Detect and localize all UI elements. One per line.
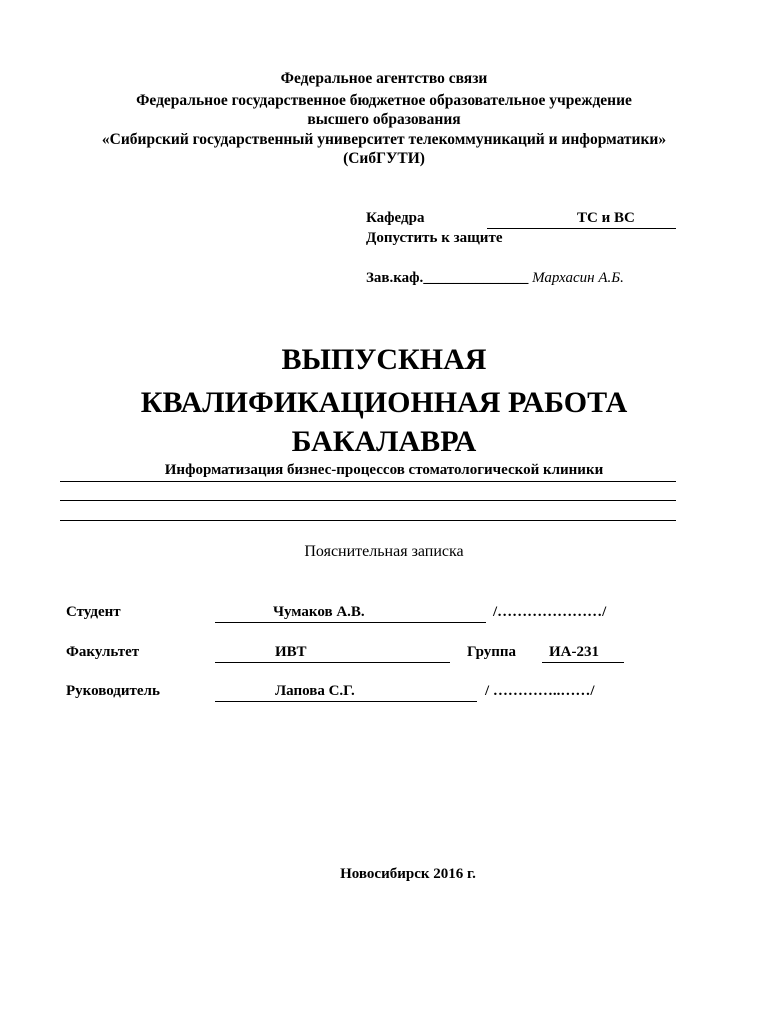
faculty-value: ИВТ [275,644,307,660]
dept-value: ТС и ВС [577,210,635,226]
head-name: Мархасин А.Б. [532,270,624,286]
dept-value-field [487,210,676,229]
document-subtitle: Пояснительная записка [304,543,464,560]
topic-underline-1 [60,481,676,482]
group-field [542,644,624,663]
student-signature: /…………………/ [493,604,607,620]
head-signature-line [366,270,624,287]
student-label: Студент [66,604,121,620]
topic-underline-2 [60,500,676,501]
education-level-line: высшего образования [307,111,461,128]
title-line-2: КВАЛИФИКАЦИОННАЯ РАБОТА [140,386,628,419]
group-label: Группа [467,644,517,660]
title-line-1: ВЫПУСКНАЯ [281,343,487,376]
head-label: Зав.каф. [366,270,424,286]
topic-underline-3 [60,520,676,521]
institution-type-line: Федеральное государственное бюджетное образовательное учреждение [136,92,632,109]
supervisor-signature: / …………..……/ [485,683,595,699]
student-field [215,604,486,623]
head-blank: ______________ [423,270,529,286]
title-line-3: БАКАЛАВРА [291,425,477,458]
university-name-line: «Сибирский государственный университет телекоммуникаций и информатики» [101,131,667,148]
group-value: ИА-231 [549,644,599,660]
student-value: Чумаков А.В. [273,604,365,620]
supervisor-value: Лапова С.Г. [275,683,355,699]
supervisor-field [215,683,477,702]
agency-line: Федеральное агентство связи [280,70,488,87]
dept-label: Кафедра [366,210,425,226]
city-year: Новосибирск 2016 г. [340,866,476,882]
admit-label: Допустить к защите [366,230,503,246]
faculty-label: Факультет [66,644,140,660]
thesis-topic: Информатизация бизнес-процессов стоматологической клиники [164,462,604,478]
supervisor-label: Руководитель [66,683,160,699]
faculty-field [215,644,450,663]
university-abbr-line: (СибГУТИ) [343,150,425,167]
